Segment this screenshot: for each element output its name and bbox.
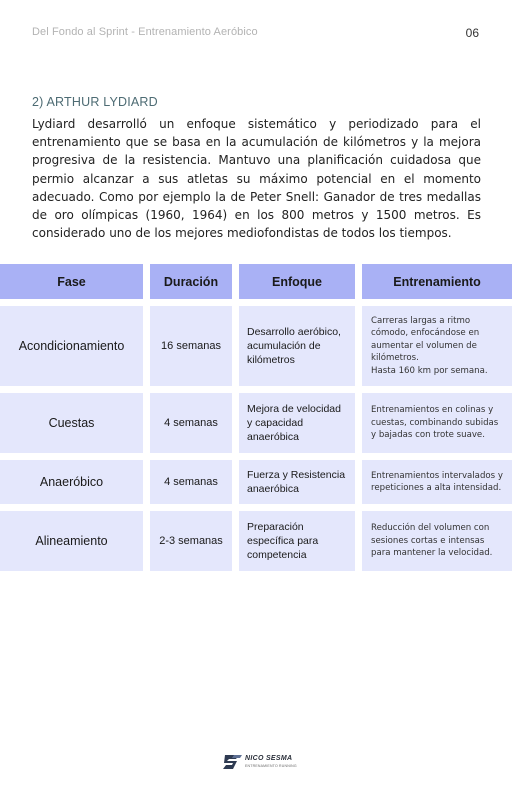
cell-enfoque: Mejora de velocidad y capacidad anaeróbica (239, 393, 355, 453)
section-title: 2) ARTHUR LYDIARD (32, 95, 158, 109)
entrenamiento-extra: Hasta 160 km por semana. (371, 365, 488, 376)
section-paragraph: Lydiard desarrolló un enfoque sistemático y periodizado para el entrenamiento que se basa en la acumulación de kilómetros y la mejora progresiva de la resistencia. Mantuvo una planificación cuidadosa que permio alcanzar a sus atletas su máximo potencial en el momento adecuado. Como por ejemplo la de Peter Snell: Ganador de tres medallas de oro olímpicas (1960, 1964) en los 800 metros y 1500 metros. Es considerado uno de los mejores mediofondistas de todos los tiempos. (32, 117, 481, 241)
table-header-row (0, 264, 512, 299)
cell-fase: Acondicionamiento (0, 306, 143, 386)
cell-duracion: 4 semanas (150, 460, 232, 504)
running-title: Del Fondo al Sprint - Entrenamiento Aeróbico (32, 26, 258, 38)
header-enfoque: Enfoque (239, 264, 355, 299)
table-row (0, 511, 512, 571)
table-row (0, 393, 512, 453)
cell-fase: Anaeróbico (0, 460, 143, 504)
cell-enfoque: Preparación específica para competencia (239, 511, 355, 571)
table-row (0, 460, 512, 504)
cell-fase: Alineamiento (0, 511, 143, 571)
cell-enfoque: Fuerza y Resistencia anaeróbica (239, 460, 355, 504)
header-fase: Fase (0, 264, 143, 299)
table-row (0, 306, 512, 386)
cell-entrenamiento: Entrenamientos en colinas y cuestas, combinando subidas y bajadas con trote suave. (362, 393, 512, 453)
entrenamiento-text: Carreras largas a ritmo cómodo, enfocándose en aumentar el volumen de kilómetros. (371, 315, 480, 364)
header-duracion: Duración (150, 264, 232, 299)
header-entrenamiento: Entrenamiento (362, 264, 512, 299)
cell-duracion: 2-3 semanas (150, 511, 232, 571)
logo-mark-icon (221, 752, 243, 772)
cell-duracion: 4 semanas (150, 393, 232, 453)
cell-entrenamiento: Reducción del volumen con sesiones cortas e intensas para mantener la velocidad. (362, 511, 512, 571)
logo-tagline: ENTRENAMIENTO RUNNING (245, 764, 297, 768)
footer-logo (221, 752, 301, 774)
cell-enfoque: Desarrollo aeróbico, acumulación de kilómetros (239, 306, 355, 386)
logo-name: NICO SESMA (245, 755, 293, 762)
cell-fase: Cuestas (0, 393, 143, 453)
cell-entrenamiento (362, 306, 512, 386)
cell-duracion: 16 semanas (150, 306, 232, 386)
page-number: 06 (465, 26, 479, 40)
cell-entrenamiento: Entrenamientos intervalados y repeticiones a alta intensidad. (362, 460, 512, 504)
running-header (32, 26, 480, 40)
